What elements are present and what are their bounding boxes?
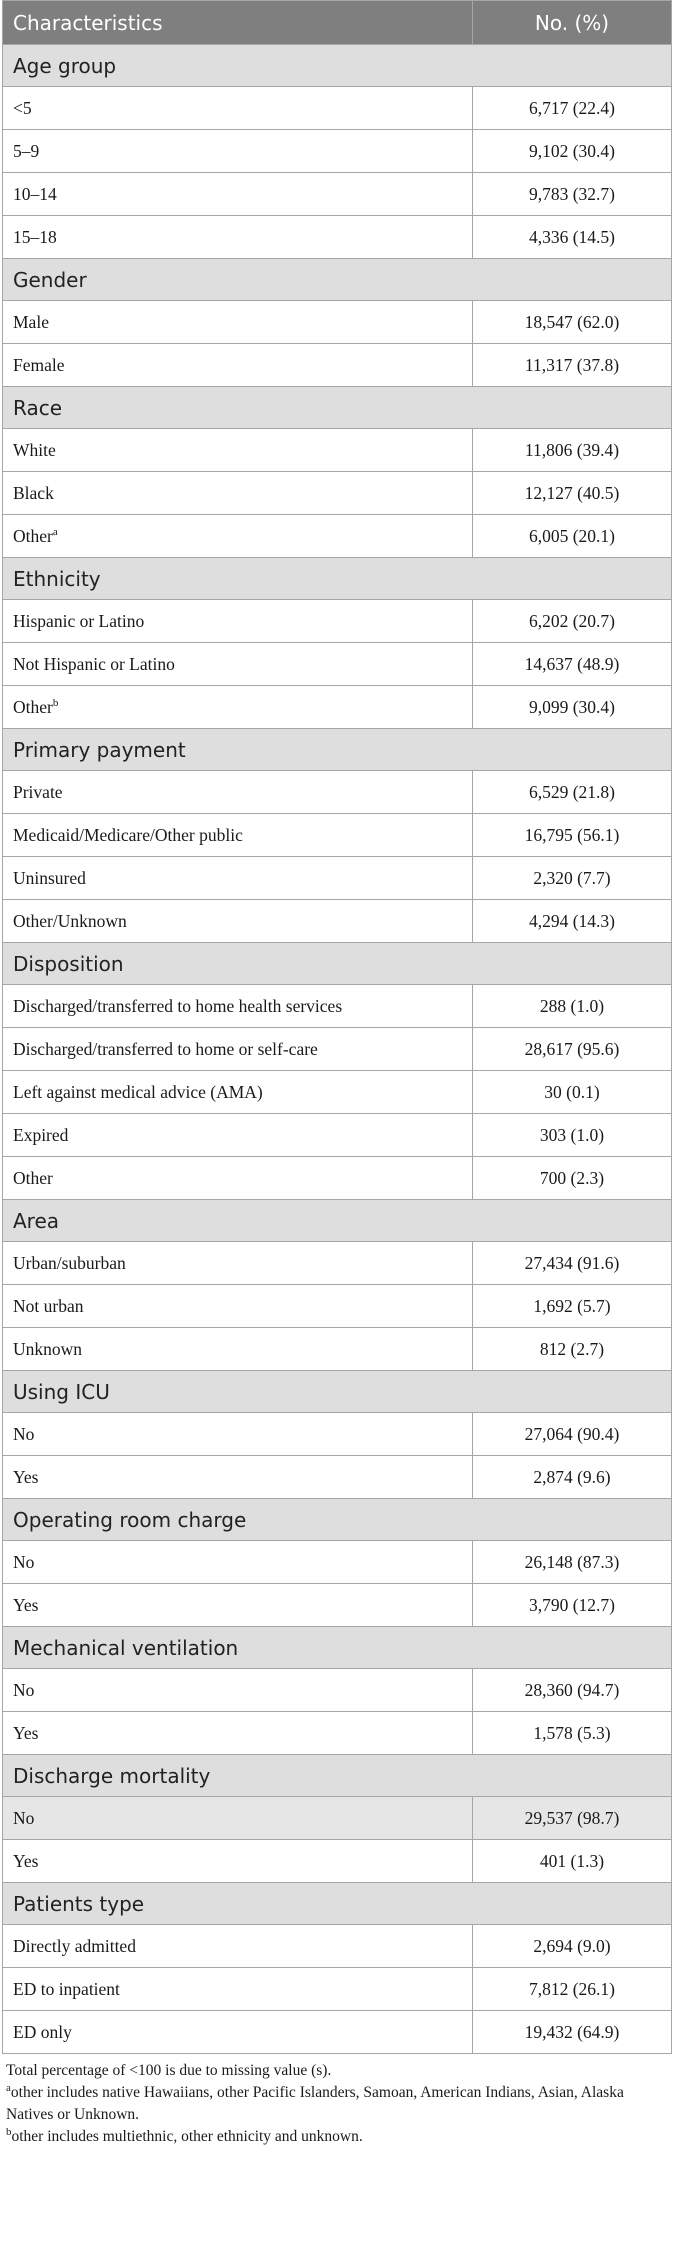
- table-row: [3, 643, 672, 686]
- row-value: 9,099 (30.4): [473, 686, 672, 729]
- row-value: 9,102 (30.4): [473, 130, 672, 173]
- row-label-cell: [3, 301, 473, 344]
- row-value: 9,783 (32.7): [473, 173, 672, 216]
- table-row: [3, 515, 672, 558]
- row-label: 15–18: [13, 226, 57, 247]
- row-label: ED only: [13, 2021, 72, 2042]
- row-label-cell: [3, 216, 473, 259]
- section-title: Area: [3, 1200, 672, 1242]
- row-label-cell: [3, 173, 473, 216]
- row-label-cell: [3, 900, 473, 943]
- row-label: Yes: [13, 1466, 39, 1487]
- row-value: 26,148 (87.3): [473, 1541, 672, 1584]
- table-row: [3, 87, 672, 130]
- row-label: No: [13, 1423, 35, 1444]
- row-label: 5–9: [13, 140, 40, 161]
- table-row: [3, 216, 672, 259]
- table-row: [3, 1541, 672, 1584]
- footnote-a: [6, 2082, 669, 2126]
- table-row: [3, 814, 672, 857]
- row-label-cell: [3, 1584, 473, 1627]
- row-value: 303 (1.0): [473, 1114, 672, 1157]
- row-label-cell: [3, 686, 473, 729]
- section-header-row: [3, 1627, 672, 1669]
- row-label: ED to inpatient: [13, 1978, 120, 1999]
- table-row: [3, 2011, 672, 2054]
- row-label-cell: [3, 643, 473, 686]
- row-value: 2,694 (9.0): [473, 1925, 672, 1968]
- row-label: Discharged/transferred to home health services: [13, 995, 343, 1016]
- row-label-cell: [3, 344, 473, 387]
- table-row: [3, 1242, 672, 1285]
- header-count-percent: No. (%): [473, 1, 672, 45]
- row-label: Not Hispanic or Latino: [13, 653, 175, 674]
- row-label-cell: [3, 2011, 473, 2054]
- row-label-cell: [3, 1071, 473, 1114]
- row-label-cell: [3, 1157, 473, 1200]
- table-row: [3, 1413, 672, 1456]
- row-label-cell: [3, 1413, 473, 1456]
- row-label: Left against medical advice (AMA): [13, 1081, 263, 1102]
- section-header-row: [3, 259, 672, 301]
- row-value: 7,812 (26.1): [473, 1968, 672, 2011]
- row-label-cell: [3, 814, 473, 857]
- table-row: [3, 130, 672, 173]
- section-header-row: [3, 1883, 672, 1925]
- row-value: 6,005 (20.1): [473, 515, 672, 558]
- row-label-cell: [3, 771, 473, 814]
- row-value: 30 (0.1): [473, 1071, 672, 1114]
- section-title: Disposition: [3, 943, 672, 985]
- table-header-row: [3, 1, 672, 45]
- row-value: 19,432 (64.9): [473, 2011, 672, 2054]
- table-row: [3, 1968, 672, 2011]
- section-header-row: [3, 729, 672, 771]
- section-title: Ethnicity: [3, 558, 672, 600]
- table-row: [3, 1028, 672, 1071]
- row-label: Medicaid/Medicare/Other public: [13, 824, 243, 845]
- header-characteristics: Characteristics: [3, 1, 473, 45]
- table-row: [3, 1328, 672, 1371]
- section-header-row: [3, 387, 672, 429]
- row-value: 27,064 (90.4): [473, 1413, 672, 1456]
- row-label: Yes: [13, 1850, 39, 1871]
- table-row: [3, 1712, 672, 1755]
- table-row: [3, 1925, 672, 1968]
- table-row: [3, 1071, 672, 1114]
- row-label-cell: [3, 1242, 473, 1285]
- row-label: Other: [13, 525, 53, 546]
- row-label: Discharged/transferred to home or self-care: [13, 1038, 318, 1059]
- section-title: Primary payment: [3, 729, 672, 771]
- table-row: [3, 1840, 672, 1883]
- row-label-cell: [3, 1968, 473, 2011]
- table-row: [3, 1157, 672, 1200]
- row-label: <5: [13, 97, 32, 118]
- table-row: [3, 429, 672, 472]
- row-label: Other: [13, 1167, 53, 1188]
- row-label: Black: [13, 482, 54, 503]
- table-row: [3, 1114, 672, 1157]
- row-value: 4,336 (14.5): [473, 216, 672, 259]
- characteristics-table: [2, 0, 672, 2054]
- row-label: Male: [13, 311, 49, 332]
- row-value: 2,874 (9.6): [473, 1456, 672, 1499]
- table-row: [3, 1456, 672, 1499]
- row-value: 6,529 (21.8): [473, 771, 672, 814]
- section-header-row: [3, 1371, 672, 1413]
- table-row: [3, 301, 672, 344]
- section-title: Patients type: [3, 1883, 672, 1925]
- footnote-total: Total percentage of <100 is due to missing value (s).: [6, 2062, 332, 2079]
- row-label-cell: [3, 857, 473, 900]
- table-row: [3, 900, 672, 943]
- row-label: Private: [13, 781, 63, 802]
- row-label-cell: [3, 1797, 473, 1840]
- footnote-b-text: other includes multiethnic, other ethnicity and unknown.: [11, 2128, 363, 2145]
- row-label: Not urban: [13, 1295, 84, 1316]
- row-label: Expired: [13, 1124, 69, 1145]
- row-label-cell: [3, 600, 473, 643]
- row-label: Female: [13, 354, 65, 375]
- row-label-cell: [3, 1328, 473, 1371]
- footnote-marker: a: [52, 525, 58, 538]
- row-label-cell: [3, 130, 473, 173]
- footnote-a-text: other includes native Hawaiians, other Pacific Islanders, Samoan, American Indians, Asian, Alaska Natives or Unknown.: [6, 2084, 624, 2123]
- row-value: 6,717 (22.4): [473, 87, 672, 130]
- row-label: Hispanic or Latino: [13, 610, 145, 631]
- section-header-row: [3, 1755, 672, 1797]
- row-value: 28,617 (95.6): [473, 1028, 672, 1071]
- row-label-cell: [3, 1285, 473, 1328]
- row-label-cell: [3, 1840, 473, 1883]
- row-value: 1,692 (5.7): [473, 1285, 672, 1328]
- footnote-b-marker: b: [6, 2125, 12, 2138]
- row-value: 812 (2.7): [473, 1328, 672, 1371]
- row-value: 2,320 (7.7): [473, 857, 672, 900]
- table-body: [3, 45, 672, 2054]
- row-label-cell: [3, 1114, 473, 1157]
- footnote-marker: b: [52, 696, 59, 709]
- footnote-a-marker: a: [6, 2081, 11, 2094]
- table-row: [3, 985, 672, 1028]
- section-title: Mechanical ventilation: [3, 1627, 672, 1669]
- row-value: 28,360 (94.7): [473, 1669, 672, 1712]
- row-value: 18,547 (62.0): [473, 301, 672, 344]
- footnotes: [0, 2054, 673, 2148]
- row-label-cell: [3, 87, 473, 130]
- row-value: 14,637 (48.9): [473, 643, 672, 686]
- section-header-row: [3, 558, 672, 600]
- row-label: Other: [13, 696, 53, 717]
- section-title: Discharge mortality: [3, 1755, 672, 1797]
- row-value: 4,294 (14.3): [473, 900, 672, 943]
- row-value: 16,795 (56.1): [473, 814, 672, 857]
- row-label-cell: [3, 515, 473, 558]
- row-label: No: [13, 1679, 35, 1700]
- row-label-cell: [3, 1669, 473, 1712]
- row-label: Unknown: [13, 1338, 83, 1359]
- row-label: Other/Unknown: [13, 910, 127, 931]
- section-title: Using ICU: [3, 1371, 672, 1413]
- section-header-row: [3, 45, 672, 87]
- row-label: Directly admitted: [13, 1935, 136, 1956]
- section-title: Race: [3, 387, 672, 429]
- row-label-cell: [3, 1456, 473, 1499]
- row-value: 29,537 (98.7): [473, 1797, 672, 1840]
- table-row: [3, 1669, 672, 1712]
- row-value: 11,317 (37.8): [473, 344, 672, 387]
- row-label-cell: [3, 1028, 473, 1071]
- row-label: Yes: [13, 1594, 39, 1615]
- row-label: No: [13, 1551, 35, 1572]
- row-label-cell: [3, 1541, 473, 1584]
- section-header-row: [3, 943, 672, 985]
- row-value: 27,434 (91.6): [473, 1242, 672, 1285]
- section-title: Age group: [3, 45, 672, 87]
- row-value: 1,578 (5.3): [473, 1712, 672, 1755]
- section-header-row: [3, 1200, 672, 1242]
- row-label: 10–14: [13, 183, 57, 204]
- row-label-cell: [3, 472, 473, 515]
- row-label: Urban/suburban: [13, 1252, 126, 1273]
- row-value: 12,127 (40.5): [473, 472, 672, 515]
- row-label-cell: [3, 1712, 473, 1755]
- table-row: [3, 173, 672, 216]
- footnote-b: [6, 2126, 669, 2148]
- row-label: Yes: [13, 1722, 39, 1743]
- row-label: Uninsured: [13, 867, 86, 888]
- table-row: [3, 686, 672, 729]
- table-row: [3, 1584, 672, 1627]
- row-value: 288 (1.0): [473, 985, 672, 1028]
- table-row: [3, 344, 672, 387]
- section-header-row: [3, 1499, 672, 1541]
- section-title: Operating room charge: [3, 1499, 672, 1541]
- table-row: [3, 1285, 672, 1328]
- row-label-cell: [3, 1925, 473, 1968]
- table-row: [3, 1797, 672, 1840]
- row-label: White: [13, 439, 56, 460]
- table-row: [3, 771, 672, 814]
- row-value: 6,202 (20.7): [473, 600, 672, 643]
- row-value: 3,790 (12.7): [473, 1584, 672, 1627]
- table-row: [3, 472, 672, 515]
- row-value: 401 (1.3): [473, 1840, 672, 1883]
- table-row: [3, 600, 672, 643]
- row-value: 700 (2.3): [473, 1157, 672, 1200]
- section-title: Gender: [3, 259, 672, 301]
- row-label: No: [13, 1807, 35, 1828]
- table-row: [3, 857, 672, 900]
- row-label-cell: [3, 985, 473, 1028]
- row-value: 11,806 (39.4): [473, 429, 672, 472]
- row-label-cell: [3, 429, 473, 472]
